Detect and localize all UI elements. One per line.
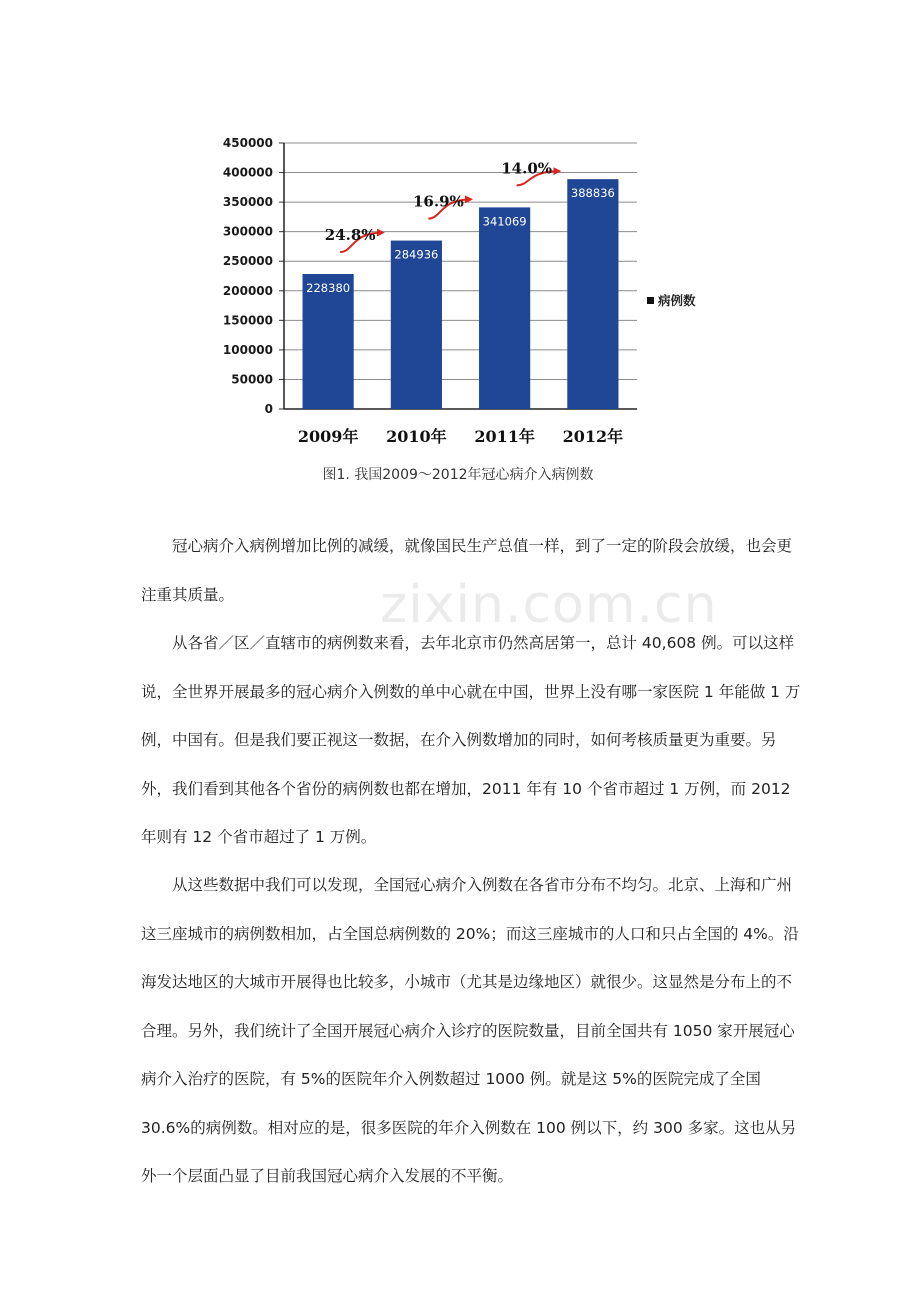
y-tick-label: 400000 — [222, 165, 273, 180]
bar-value-label: 341069 — [482, 214, 527, 229]
paragraph-2: 从各省／区／直辖市的病例数来看，去年北京市仍然高居第一，总计 40,608 例。可以这样说，全世界开展最多的冠心病介入例数的单中心就在中国，世界上没有哪一家医院 1 年能做 1 万例，中国有。但是我们要正视这一数据，在介入例数增加的同时，如何考核质量更为重要。另外，我们看到其他各个省份的病例数也都在增加，2011 年有 10 个省市超过 1 万例，而 2012 年则有 12 个省市超过了 1 万例。 — [141, 634, 801, 846]
x-category-label: 2012年 — [562, 427, 624, 446]
growth-rate-label: 24.8% — [324, 226, 376, 245]
y-tick-label: 150000 — [222, 313, 273, 328]
bar-value-label: 284936 — [394, 247, 439, 262]
y-tick-label: 300000 — [222, 224, 273, 239]
legend-swatch — [647, 297, 654, 304]
bar-value-label: 388836 — [570, 186, 615, 201]
y-tick-label: 50000 — [231, 372, 273, 387]
y-tick-label: 250000 — [222, 254, 273, 269]
bar — [567, 179, 618, 409]
legend-label: 病例数 — [658, 293, 696, 308]
paragraph-3: 从这些数据中我们可以发现，全国冠心病介入例数在各省市分布不均匀。北京、上海和广州这三座城市的病例数相加，占全国总病例数的 20%；而这三座城市的人口和只占全国的 4%。沿海发达地区的大城市开展得也比较多，小城市（尤其是边缘地区）就很少。这显然是分布上的不合理。另外，我们统计了全国开展冠心病介入诊疗的医院数量，目前全国共有 1050 家开展冠心病介入治疗的医院，有 5%的医院年介入例数超过 1000 例。就是这 5%的医院完成了全国 30.6%的病例数。相对应的是，很多医院的年介入例数在 100 例以下，约 300 多家。这也从另外一个层面凸显了目前我国冠心病介入发展的不平衡。 — [141, 876, 799, 1185]
bar-chart — [0, 0, 920, 500]
chart-caption: 图1. 我国2009～2012年冠心病介入病例数 — [322, 467, 594, 483]
x-category-label: 2009年 — [297, 427, 359, 446]
bar — [479, 207, 530, 409]
y-tick-label: 0 — [264, 402, 273, 416]
watermark: zixin.com.cn — [380, 575, 718, 635]
growth-rate-label: 14.0% — [501, 159, 553, 178]
x-category-label: 2011年 — [474, 427, 535, 446]
y-tick-label: 100000 — [222, 342, 273, 357]
bar — [391, 241, 442, 409]
y-tick-label: 350000 — [222, 195, 273, 210]
y-tick-label: 200000 — [222, 283, 273, 298]
bar-value-label: 228380 — [306, 281, 351, 296]
y-tick-label: 450000 — [222, 136, 273, 150]
paragraph-1: 冠心病介入病例增加比例的减缓，就像国民生产总值一样，到了一定的阶段会放缓，也会更注重其质量。 — [141, 537, 793, 604]
growth-rate-label: 16.9% — [412, 192, 464, 211]
x-category-label: 2010年 — [386, 427, 447, 446]
